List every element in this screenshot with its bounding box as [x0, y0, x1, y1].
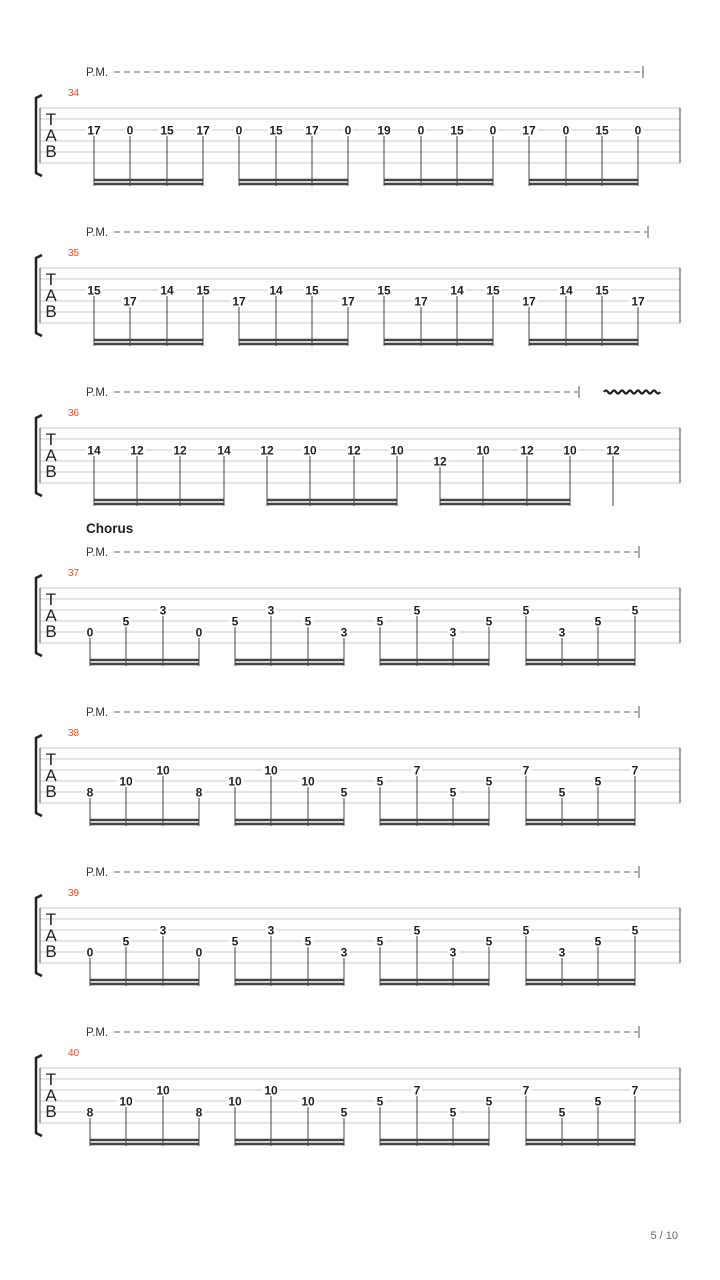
fret-number: 10 [476, 443, 490, 458]
fret-number: 14 [87, 443, 101, 458]
measure-number: 37 [68, 568, 80, 579]
fret-number: 12 [520, 443, 534, 458]
tab-clef-letter: T [45, 910, 57, 929]
tab-system [36, 1026, 680, 1146]
fret-number: 5 [522, 603, 530, 618]
fret-number: 12 [606, 443, 620, 458]
fret-number: 15 [196, 283, 210, 298]
tab-system [36, 66, 680, 186]
system-bracket [36, 735, 42, 816]
tab-clef-letter: B [45, 942, 57, 961]
fret-number: 14 [269, 283, 283, 298]
fret-number: 5 [413, 923, 421, 938]
tab-clef-letter: A [45, 926, 57, 945]
fret-number: 0 [235, 123, 243, 138]
fret-number: 0 [489, 123, 497, 138]
measure-number: 39 [68, 888, 80, 899]
fret-number: 10 [301, 774, 315, 789]
fret-number: 10 [264, 763, 278, 778]
fret-number: 7 [522, 1083, 530, 1098]
fret-number: 17 [631, 294, 645, 309]
fret-number: 14 [450, 283, 464, 298]
tab-system [36, 226, 680, 346]
fret-number: 12 [130, 443, 144, 458]
system-bracket [36, 255, 42, 336]
fret-number: 7 [631, 1083, 639, 1098]
fret-number: 3 [340, 945, 348, 960]
tab-clef-letter: T [45, 750, 57, 769]
palm-mute-label: P.M. [86, 547, 109, 559]
fret-number: 5 [304, 614, 312, 629]
fret-number: 15 [595, 123, 609, 138]
fret-number: 15 [87, 283, 101, 298]
fret-number: 5 [558, 1105, 566, 1120]
fret-number: 3 [449, 625, 457, 640]
fret-number: 8 [86, 785, 94, 800]
fret-number: 0 [86, 625, 94, 640]
tab-system [36, 386, 680, 506]
fret-number: 10 [390, 443, 404, 458]
fret-number: 15 [377, 283, 391, 298]
measure-number: 38 [68, 728, 80, 739]
fret-number: 17 [341, 294, 355, 309]
fret-number: 17 [232, 294, 246, 309]
palm-mute-label: P.M. [86, 707, 109, 719]
fret-number: 7 [631, 763, 639, 778]
fret-number: 17 [123, 294, 137, 309]
fret-number: 3 [558, 945, 566, 960]
tab-clef-letter: A [45, 606, 57, 625]
palm-mute-label: P.M. [86, 67, 109, 79]
fret-number: 3 [267, 603, 275, 618]
fret-number: 10 [303, 443, 317, 458]
system-bracket [36, 575, 42, 656]
fret-number: 10 [156, 763, 170, 778]
fret-number: 5 [594, 1094, 602, 1109]
fret-number: 5 [340, 1105, 348, 1120]
palm-mute-label: P.M. [86, 867, 109, 879]
fret-number: 14 [160, 283, 174, 298]
measure-number: 40 [68, 1048, 80, 1059]
fret-number: 17 [522, 123, 536, 138]
fret-number: 0 [634, 123, 642, 138]
tab-system [36, 866, 680, 986]
fret-number: 8 [195, 1105, 203, 1120]
fret-number: 5 [449, 785, 457, 800]
fret-number: 10 [301, 1094, 315, 1109]
fret-number: 0 [417, 123, 425, 138]
tab-clef-letter: B [45, 302, 57, 321]
fret-number: 14 [559, 283, 573, 298]
tab-clef-letter: B [45, 462, 57, 481]
measure-number: 36 [68, 408, 80, 419]
vibrato-mark [604, 391, 660, 394]
fret-number: 3 [267, 923, 275, 938]
tab-clef-letter: T [45, 590, 57, 609]
fret-number: 10 [156, 1083, 170, 1098]
fret-number: 7 [413, 1083, 421, 1098]
fret-number: 14 [217, 443, 231, 458]
fret-number: 3 [558, 625, 566, 640]
fret-number: 5 [304, 934, 312, 949]
fret-number: 5 [558, 785, 566, 800]
fret-number: 17 [87, 123, 101, 138]
fret-number: 15 [269, 123, 283, 138]
tab-system [36, 521, 680, 666]
fret-number: 5 [376, 774, 384, 789]
fret-number: 0 [86, 945, 94, 960]
fret-number: 10 [563, 443, 577, 458]
tab-clef-letter: A [45, 766, 57, 785]
fret-number: 5 [594, 614, 602, 629]
fret-number: 3 [340, 625, 348, 640]
fret-number: 5 [485, 1094, 493, 1109]
fret-number: 5 [376, 934, 384, 949]
fret-number: 15 [595, 283, 609, 298]
fret-number: 19 [377, 123, 391, 138]
fret-number: 12 [347, 443, 361, 458]
fret-number: 5 [631, 603, 639, 618]
tab-clef-letter: B [45, 142, 57, 161]
fret-number: 3 [449, 945, 457, 960]
fret-number: 5 [594, 934, 602, 949]
fret-number: 10 [119, 774, 133, 789]
fret-number: 17 [522, 294, 536, 309]
fret-number: 10 [228, 1094, 242, 1109]
fret-number: 5 [522, 923, 530, 938]
fret-number: 5 [485, 774, 493, 789]
fret-number: 5 [485, 934, 493, 949]
system-bracket [36, 1055, 42, 1136]
fret-number: 5 [449, 1105, 457, 1120]
fret-number: 8 [86, 1105, 94, 1120]
tab-clef-letter: T [45, 430, 57, 449]
fret-number: 12 [173, 443, 187, 458]
fret-number: 5 [376, 1094, 384, 1109]
palm-mute-label: P.M. [86, 227, 109, 239]
palm-mute-label: P.M. [86, 387, 109, 399]
fret-number: 17 [196, 123, 210, 138]
tab-clef-letter: T [45, 1070, 57, 1089]
system-bracket [36, 95, 42, 176]
fret-number: 5 [631, 923, 639, 938]
fret-number: 17 [414, 294, 428, 309]
fret-number: 15 [450, 123, 464, 138]
fret-number: 8 [195, 785, 203, 800]
palm-mute-label: P.M. [86, 1027, 109, 1039]
fret-number: 0 [126, 123, 134, 138]
fret-number: 0 [562, 123, 570, 138]
fret-number: 5 [340, 785, 348, 800]
fret-number: 3 [159, 923, 167, 938]
fret-number: 5 [376, 614, 384, 629]
fret-number: 7 [522, 763, 530, 778]
fret-number: 12 [433, 454, 447, 469]
fret-number: 5 [122, 614, 130, 629]
measure-number: 35 [68, 248, 80, 259]
fret-number: 15 [160, 123, 174, 138]
fret-number: 10 [228, 774, 242, 789]
fret-number: 10 [264, 1083, 278, 1098]
fret-number: 12 [260, 443, 274, 458]
tab-clef-letter: A [45, 126, 57, 145]
tab-clef-letter: B [45, 782, 57, 801]
tab-clef-letter: A [45, 446, 57, 465]
fret-number: 5 [413, 603, 421, 618]
fret-number: 15 [486, 283, 500, 298]
fret-number: 0 [195, 945, 203, 960]
tab-clef-letter: A [45, 286, 57, 305]
fret-number: 15 [305, 283, 319, 298]
fret-number: 5 [231, 934, 239, 949]
tab-clef-letter: T [45, 270, 57, 289]
tab-clef-letter: B [45, 622, 57, 641]
fret-number: 7 [413, 763, 421, 778]
measure-number: 34 [68, 88, 80, 99]
system-bracket [36, 895, 42, 976]
fret-number: 5 [231, 614, 239, 629]
tab-clef-letter: A [45, 1086, 57, 1105]
fret-number: 3 [159, 603, 167, 618]
fret-number: 10 [119, 1094, 133, 1109]
fret-number: 0 [195, 625, 203, 640]
fret-number: 5 [485, 614, 493, 629]
section-label: Chorus [86, 521, 134, 536]
fret-number: 17 [305, 123, 319, 138]
tab-clef-letter: T [45, 110, 57, 129]
fret-number: 0 [344, 123, 352, 138]
system-bracket [36, 415, 42, 496]
tab-system [36, 706, 680, 826]
fret-number: 5 [594, 774, 602, 789]
page-number: 5 / 10 [650, 1230, 678, 1242]
fret-number: 5 [122, 934, 130, 949]
tab-clef-letter: B [45, 1102, 57, 1121]
